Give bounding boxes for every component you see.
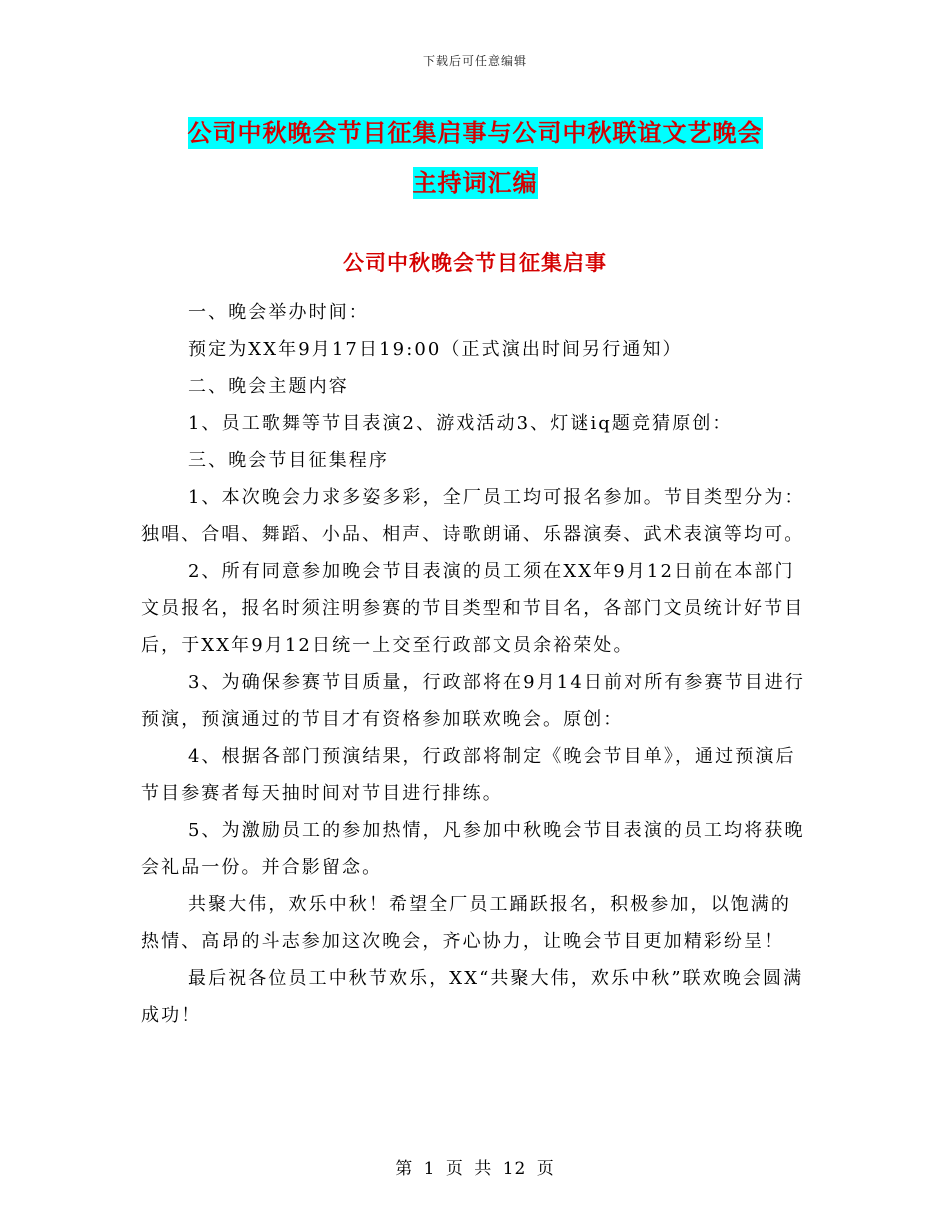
paragraph: 二、晚会主题内容 (188, 376, 349, 397)
paragraph: 4、根据各部门预演结果，行政部将制定《晚会节目单》，通过预演后节目参赛者每天抽时间对节目进行排练。 (141, 746, 796, 804)
title-line-1: 公司中秋晚会节目征集启事与公司中秋联谊文艺晚会 (187, 119, 763, 147)
paragraph: 1、本次晚会力求多姿多彩，全厂员工均可报名参加。节目类型分为：独唱、合唱、舞蹈、小品、相声、诗歌朗诵、乐器演奏、武术表演等均可。 (141, 487, 805, 545)
section-title: 公司中秋晚会节目征集启事 (343, 251, 607, 275)
document-body (141, 294, 809, 1034)
paragraph: 2、所有同意参加晚会节目表演的员工须在XX年9月12日前在本部门文员报名，报名时须注明参赛的节目类型和节目名，各部门文员统计好节目后，于XX年9月12日统一上交至行政部文员余裕荣处。 (141, 561, 805, 656)
paragraph: 预定为XX年9月17日19:00（正式演出时间另行通知） (188, 339, 683, 360)
paragraph: 三、晚会节目征集程序 (188, 450, 389, 471)
paragraph: 1、员工歌舞等节目表演2、游戏活动3、灯谜iq题竞猜原创： (188, 413, 733, 434)
paragraph: 5、为激励员工的参加热情，凡参加中秋晚会节目表演的员工均将获晚会礼品一份。并合影留念。 (141, 820, 805, 878)
paragraph: 一、晚会举办时间： (188, 302, 369, 323)
paragraph: 共聚大伟，欢乐中秋！希望全厂员工踊跃报名，积极参加，以饱满的热情、高昂的斗志参加这次晚会，齐心协力，让晚会节目更加精彩纷呈！ (141, 894, 791, 952)
page-header-note: 下载后可任意编辑 (422, 54, 527, 68)
paragraph: 3、为确保参赛节目质量，行政部将在9月14日前对所有参赛节目进行预演，预演通过的节目才有资格参加联欢晚会。原创： (141, 672, 806, 730)
document-title (0, 108, 950, 208)
page-number-footer: 第 1 页 共 12 页 (395, 1159, 555, 1179)
title-line-2: 主持词汇编 (412, 169, 538, 197)
paragraph: 最后祝各位员工中秋节欢乐，XX“共聚大伟，欢乐中秋”联欢晚会圆满成功！ (141, 968, 804, 1026)
